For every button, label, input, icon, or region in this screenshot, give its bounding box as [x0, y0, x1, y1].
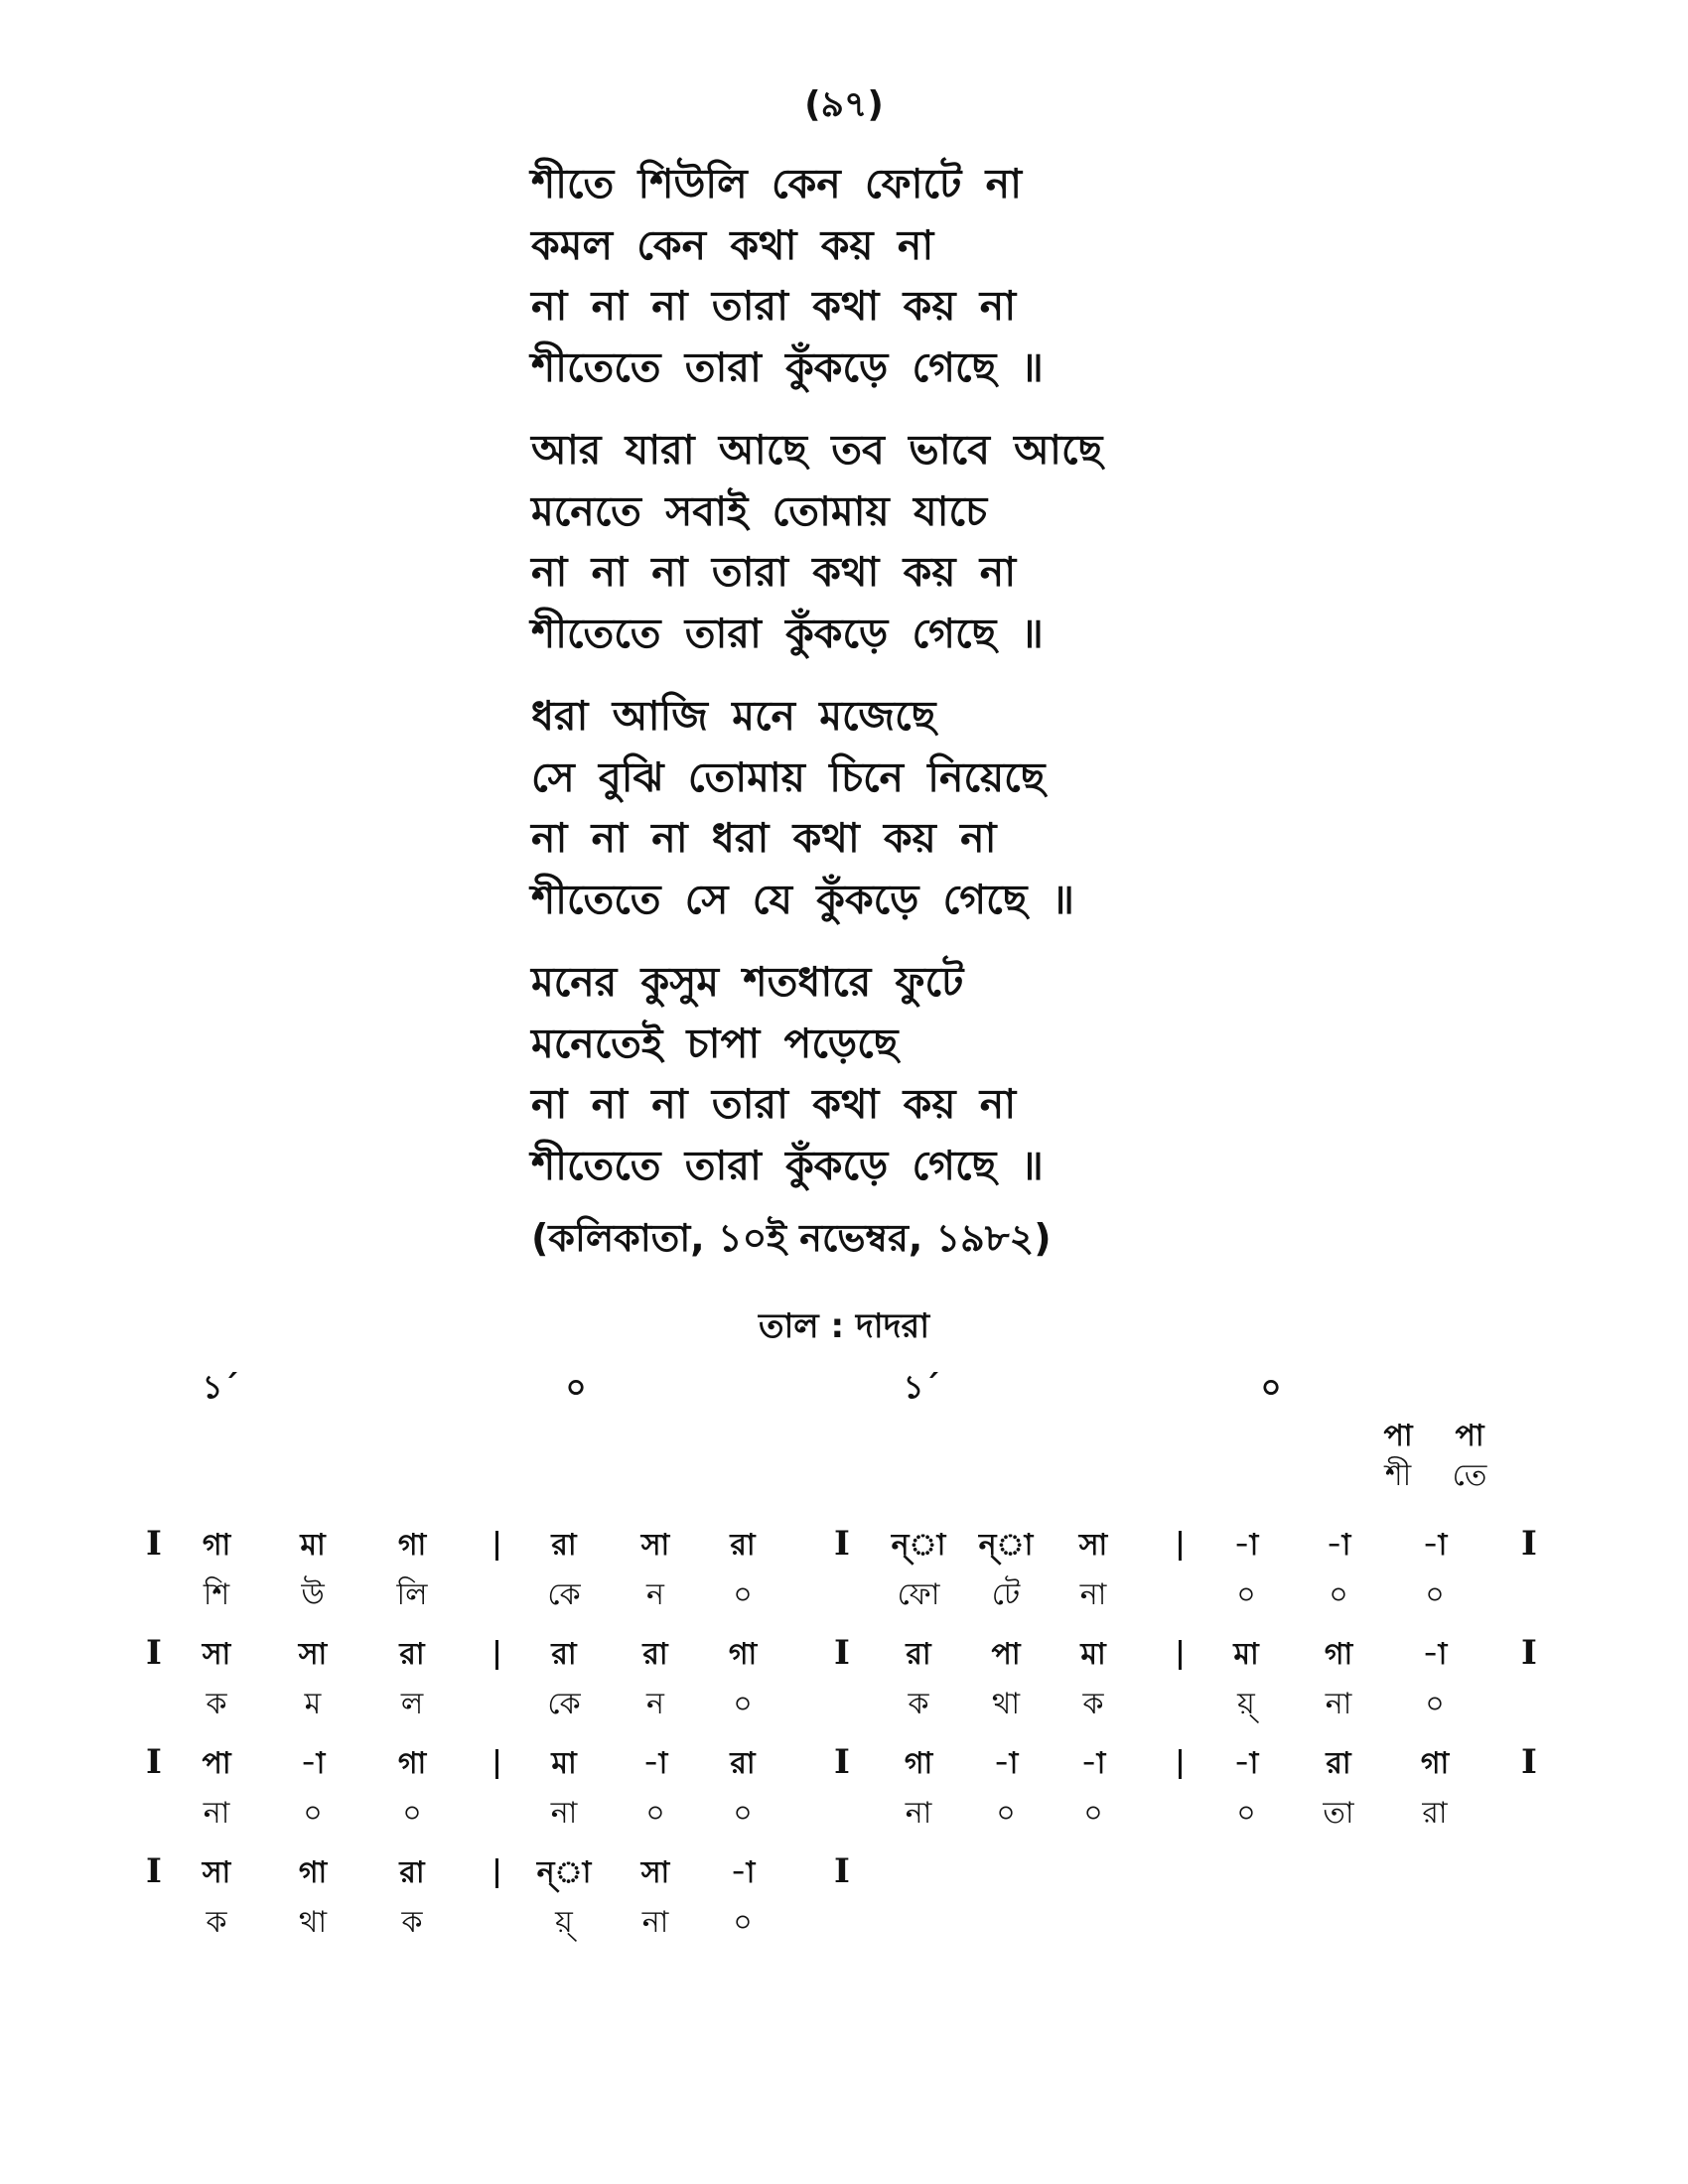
lyric-line: না না না তারা কথা কয় না — [531, 548, 1017, 596]
swara-note: মা — [300, 1528, 326, 1563]
bar-line-symbol: I — [834, 1851, 850, 1891]
swara-note: ন্‌া — [978, 1528, 1034, 1563]
lyric-line: শীতেতে সে যে কুঁকড়ে গেছে ॥ — [531, 875, 1074, 923]
lyric-syllable: ০ — [1083, 1796, 1103, 1831]
tala-mark: ১´ — [202, 1368, 239, 1406]
lyric-syllable: শী — [1384, 1458, 1412, 1493]
lyric-syllable: ০ — [996, 1796, 1016, 1831]
tala-mark: ১´ — [903, 1368, 940, 1406]
lyric-syllable: ০ — [1236, 1577, 1256, 1612]
swara-note: ন্‌া — [536, 1855, 592, 1890]
swara-note: -া — [730, 1855, 756, 1890]
lyric-syllable: ০ — [733, 1687, 753, 1721]
lyric-line: না না না তারা কথা কয় না — [531, 282, 1017, 330]
swara-note: -া — [993, 1746, 1019, 1781]
lyric-syllable: কে — [547, 1577, 581, 1612]
swara-note: গা — [728, 1637, 758, 1672]
lyric-syllable: না — [641, 1905, 669, 1940]
lyric-syllable: ল — [400, 1687, 424, 1721]
bar-line-symbol: I — [834, 1633, 850, 1673]
swara-note: গা — [298, 1855, 328, 1890]
bar-line-symbol: I — [834, 1742, 850, 1782]
swara-note: রা — [730, 1528, 756, 1563]
swara-note: রা — [730, 1746, 756, 1781]
swara-note: রা — [551, 1637, 577, 1672]
swara-note: গা — [1420, 1746, 1450, 1781]
lyric-syllable: ন — [646, 1687, 664, 1721]
lyric-syllable: না — [905, 1796, 932, 1831]
swara-note: -া — [642, 1746, 668, 1781]
swara-note: রা — [1326, 1746, 1351, 1781]
swara-note: পা — [991, 1637, 1021, 1672]
lyric-syllable: ০ — [733, 1796, 753, 1831]
swara-note: রা — [399, 1855, 425, 1890]
bar-line-symbol: I — [1521, 1742, 1537, 1782]
swara-note: রা — [642, 1637, 668, 1672]
lyric-syllable: ক — [206, 1687, 227, 1721]
lyric-syllable: ম — [304, 1687, 322, 1721]
swara-note: পা — [202, 1746, 231, 1781]
swara-note: রা — [906, 1637, 931, 1672]
beat-divider — [1179, 1749, 1182, 1779]
bar-line-symbol: I — [146, 1851, 162, 1891]
bar-line-symbol: I — [146, 1524, 162, 1564]
lyric-syllable: থা — [298, 1905, 328, 1940]
lyric-line: সে বুঝি তোমায় চিনে নিয়েছে — [531, 752, 1046, 801]
swara-note: সা — [202, 1637, 231, 1672]
swara-note: সা — [1078, 1528, 1108, 1563]
beat-divider — [495, 1640, 498, 1670]
lyric-syllable: ০ — [1425, 1577, 1445, 1612]
bar-line-symbol: I — [1521, 1633, 1537, 1673]
tala-mark: ০ — [565, 1368, 587, 1406]
bar-line-symbol: I — [146, 1633, 162, 1673]
lyric-line: শীতে শিউলি কেন ফোটে না — [531, 160, 1022, 207]
tala-mark: ০ — [1260, 1368, 1282, 1406]
lyric-line: আর যারা আছে তব ভাবে আছে — [531, 426, 1103, 474]
beat-divider — [495, 1531, 498, 1561]
swara-note: -া — [300, 1746, 326, 1781]
lyric-syllable: ন — [646, 1577, 664, 1612]
lyric-syllable: য়্‌ — [555, 1905, 573, 1940]
swara-note: -া — [1233, 1746, 1259, 1781]
lyric-syllable: তা — [1323, 1796, 1354, 1831]
lyric-syllable: ফো — [897, 1577, 940, 1612]
lyric-syllable: উ — [301, 1577, 325, 1612]
swara-note: সা — [202, 1855, 231, 1890]
lyric-line: না না না তারা কথা কয় না — [531, 1080, 1017, 1128]
lyric-syllable: না — [550, 1796, 578, 1831]
beat-divider — [1179, 1640, 1182, 1670]
swara-note: মা — [551, 1746, 577, 1781]
lyric-syllable: ক — [206, 1905, 227, 1940]
swara-note: -া — [1326, 1528, 1351, 1563]
lyric-line: শীতেতে তারা কুঁকড়ে গেছে ॥ — [531, 1141, 1044, 1189]
page-number: (৯৭) — [804, 84, 884, 125]
lyric-syllable: ক — [1082, 1687, 1104, 1721]
lyric-syllable: ০ — [733, 1577, 753, 1612]
lyric-syllable: লি — [396, 1577, 428, 1612]
swara-note: ন্‌া — [891, 1528, 946, 1563]
lyric-syllable: না — [1079, 1577, 1107, 1612]
tala-label: তাল : দাদরা — [758, 1306, 930, 1346]
lyric-syllable: তে — [1452, 1458, 1487, 1493]
lyric-syllable: না — [203, 1796, 230, 1831]
lyric-syllable: শি — [203, 1577, 230, 1612]
swara-note: মা — [1080, 1637, 1106, 1672]
swara-note: মা — [1233, 1637, 1259, 1672]
beat-divider — [495, 1749, 498, 1779]
swara-note: পা — [1383, 1419, 1413, 1453]
lyric-syllable: ০ — [1425, 1687, 1445, 1721]
lyric-syllable: ০ — [303, 1796, 323, 1831]
lyric-syllable: টে — [991, 1577, 1021, 1612]
lyric-syllable: ক — [908, 1687, 929, 1721]
swara-note: গা — [397, 1746, 427, 1781]
lyric-syllable: ০ — [1236, 1796, 1256, 1831]
bar-line-symbol: I — [1521, 1524, 1537, 1564]
swara-note: -া — [1422, 1528, 1448, 1563]
lyric-line: না না না ধরা কথা কয় না — [531, 814, 997, 862]
lyric-line: মনেতে সবাই তোমায় যাচে — [531, 486, 988, 535]
lyric-line: ধরা আজি মনে মজেছে — [531, 692, 936, 740]
lyric-syllable: ০ — [645, 1796, 665, 1831]
swara-note: রা — [551, 1528, 577, 1563]
swara-note: গা — [1324, 1637, 1353, 1672]
lyric-line: কমল কেন কথা কয় না — [531, 220, 934, 269]
swara-note: গা — [904, 1746, 933, 1781]
footer-note: (কলিকাতা, ১০ই নভেম্বর, ১৯৮২) — [531, 1216, 1052, 1260]
swara-note: -া — [1080, 1746, 1106, 1781]
lyric-syllable: য়্‌ — [1237, 1687, 1255, 1721]
bar-line-symbol: I — [834, 1524, 850, 1564]
bar-line-symbol: I — [146, 1742, 162, 1782]
lyric-syllable: ক — [401, 1905, 423, 1940]
lyric-line: শীতেতে তারা কুঁকড়ে গেছে ॥ — [531, 609, 1044, 657]
lyric-syllable: রা — [1422, 1796, 1448, 1831]
lyric-syllable: না — [1325, 1687, 1352, 1721]
swara-note: -া — [1422, 1637, 1448, 1672]
lyric-syllable: ০ — [733, 1905, 753, 1940]
lyric-syllable: ০ — [402, 1796, 422, 1831]
lyric-line: মনেতেই চাপা পড়েছে — [531, 1019, 899, 1067]
lyric-syllable: ০ — [1329, 1577, 1348, 1612]
swara-note: গা — [397, 1528, 427, 1563]
swara-note: রা — [399, 1637, 425, 1672]
swara-note: -া — [1233, 1528, 1259, 1563]
lyric-syllable: থা — [991, 1687, 1021, 1721]
swara-note: গা — [202, 1528, 231, 1563]
beat-divider — [1179, 1531, 1182, 1561]
beat-divider — [495, 1858, 498, 1888]
swara-note: সা — [298, 1637, 328, 1672]
swara-note: সা — [640, 1528, 670, 1563]
lyric-line: শীতেতে তারা কুঁকড়ে গেছে ॥ — [531, 342, 1044, 391]
lyric-line: মনের কুসুম শতধারে ফুটে — [531, 958, 964, 1006]
swara-note: পা — [1455, 1419, 1484, 1453]
lyric-syllable: কে — [547, 1687, 581, 1721]
swara-note: সা — [640, 1855, 670, 1890]
